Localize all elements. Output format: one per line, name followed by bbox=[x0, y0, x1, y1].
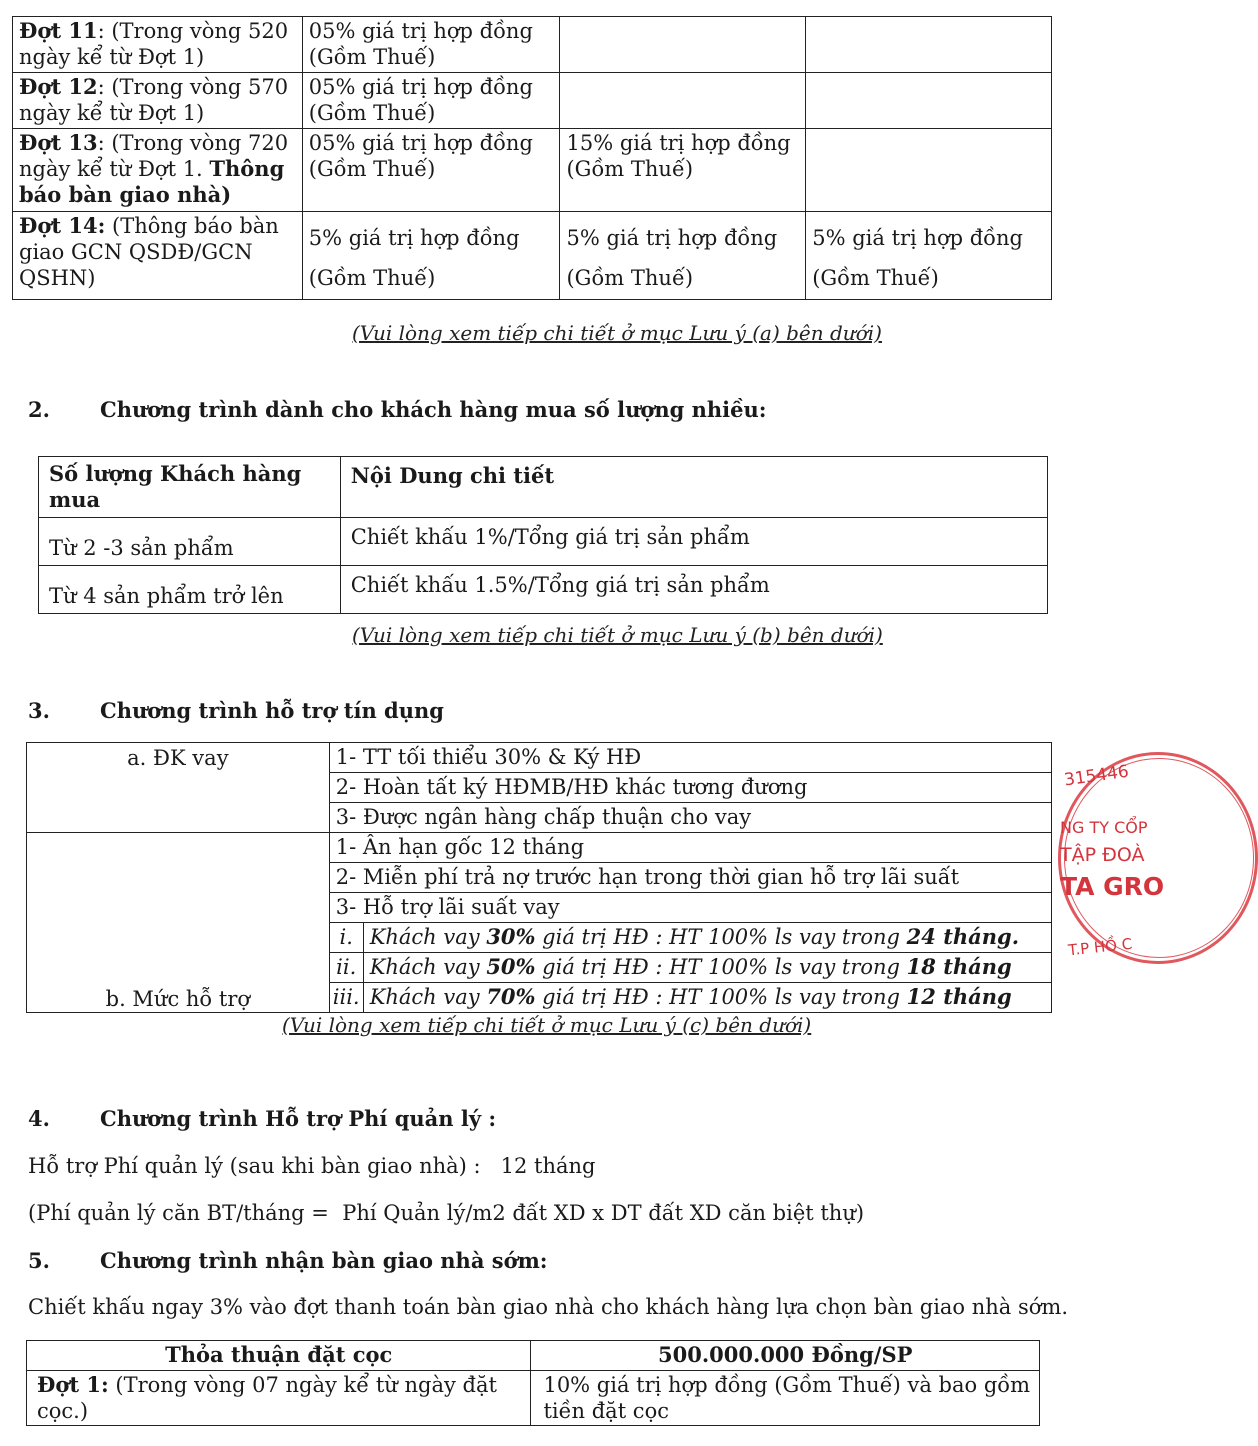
table-row bbox=[27, 1341, 1040, 1371]
col-header: Nội Dung chi tiết bbox=[340, 457, 1047, 518]
stamp-text: TẬP ĐOÀ bbox=[1060, 844, 1145, 866]
payment-schedule-table bbox=[12, 16, 1052, 300]
list-item: 1- Ân hạn gốc 12 tháng bbox=[329, 833, 1051, 863]
list-item: 3- Hỗ trợ lãi suất vay bbox=[329, 893, 1051, 923]
col-header: 500.000.000 Đồng/SP bbox=[531, 1341, 1040, 1371]
management-fee-line: Hỗ trợ Phí quản lý (sau khi bàn giao nhà) : 12 tháng bbox=[28, 1154, 596, 1178]
roman-index: iii. bbox=[329, 983, 363, 1013]
table-row bbox=[39, 566, 1048, 614]
list-item: 2- Miễn phí trả nợ trước hạn trong thời gian hỗ trợ lãi suất bbox=[329, 863, 1051, 893]
stamp-text: TA GRO bbox=[1060, 872, 1165, 901]
list-item: 1- TT tối thiểu 30% & Ký HĐ bbox=[329, 743, 1051, 773]
section-3-heading: 3. Chương trình hỗ trợ tín dụng bbox=[28, 698, 444, 723]
installment-label: Đợt 13: (Trong vòng 720 ngày kể từ Đợt 1. Thông báo bàn giao nhà) bbox=[13, 129, 303, 212]
list-item: 2- Hoàn tất ký HĐMB/HĐ khác tương đương bbox=[329, 773, 1051, 803]
installment-label: Đợt 12: (Trong vòng 570 ngày kể từ Đợt 1) bbox=[13, 73, 303, 129]
deposit-table bbox=[26, 1340, 1040, 1426]
installment-value: 5% giá trị hợp đồng (Gồm Thuế) bbox=[806, 212, 1052, 300]
installment-value: 05% giá trị hợp đồng (Gồm Thuế) bbox=[302, 129, 560, 212]
support-level-label: b. Mức hỗ trợ bbox=[27, 833, 330, 1013]
installment-label: Đợt 11: (Trong vòng 520 ngày kể từ Đợt 1) bbox=[13, 17, 303, 73]
installment-label: Đợt 1: (Trong vòng 07 ngày kể từ ngày đặt cọc.) bbox=[27, 1371, 531, 1426]
installment-value: 05% giá trị hợp đồng (Gồm Thuế) bbox=[302, 73, 560, 129]
company-stamp bbox=[1050, 752, 1165, 972]
credit-support-table bbox=[26, 742, 1052, 1013]
table-row bbox=[13, 129, 1052, 212]
table-row bbox=[27, 1371, 1040, 1426]
installment-value: 5% giá trị hợp đồng (Gồm Thuế) bbox=[302, 212, 560, 300]
installment-value: 15% giá trị hợp đồng (Gồm Thuế) bbox=[560, 129, 806, 212]
installment-value: 10% giá trị hợp đồng (Gồm Thuế) và bao gồm tiền đặt cọc bbox=[531, 1371, 1040, 1426]
col-header: Thỏa thuận đặt cọc bbox=[27, 1341, 531, 1371]
qty-cell: Từ 2 -3 sản phẩm bbox=[39, 518, 341, 566]
sub-item: Khách vay 70% giá trị HĐ : HT 100% ls vay trong 12 tháng bbox=[363, 983, 1051, 1013]
sub-item: Khách vay 50% giá trị HĐ : HT 100% ls vay trong 18 tháng bbox=[363, 953, 1051, 983]
table-row bbox=[27, 833, 1052, 863]
section-2-heading: 2. Chương trình dành cho khách hàng mua số lượng nhiều: bbox=[28, 397, 767, 422]
roman-index: ii. bbox=[329, 953, 363, 983]
early-handover-line: Chiết khấu ngay 3% vào đợt thanh toán bàn giao nhà cho khách hàng lựa chọn bàn giao nhà sớm. bbox=[28, 1295, 1069, 1319]
table-row bbox=[39, 518, 1048, 566]
qty-cell: Từ 4 sản phẩm trở lên bbox=[39, 566, 341, 614]
bulk-purchase-table bbox=[38, 456, 1048, 614]
management-fee-formula: (Phí quản lý căn BT/tháng = Phí Quản lý/m2 đất XD x DT đất XD căn biệt thự) bbox=[28, 1201, 865, 1225]
note-a: (Vui lòng xem tiếp chi tiết ở mục Lưu ý (a) bên dưới) bbox=[352, 321, 882, 345]
installment-label: Đợt 14: (Thông báo bàn giao GCN QSDĐ/GCN QSHN) bbox=[13, 212, 303, 300]
stamp-text: 315446 bbox=[1062, 761, 1130, 791]
note-c: (Vui lòng xem tiếp chi tiết ở mục Lưu ý (c) bên dưới) bbox=[282, 1013, 812, 1037]
detail-cell: Chiết khấu 1.5%/Tổng giá trị sản phẩm bbox=[340, 566, 1047, 614]
list-item: 3- Được ngân hàng chấp thuận cho vay bbox=[329, 803, 1051, 833]
installment-value: 05% giá trị hợp đồng (Gồm Thuế) bbox=[302, 17, 560, 73]
table-row bbox=[13, 17, 1052, 73]
detail-cell: Chiết khấu 1%/Tổng giá trị sản phẩm bbox=[340, 518, 1047, 566]
table-row bbox=[27, 743, 1052, 773]
table-row bbox=[13, 212, 1052, 300]
col-header: Số lượng Khách hàng mua bbox=[39, 457, 341, 518]
sub-item: Khách vay 30% giá trị HĐ : HT 100% ls vay trong 24 tháng. bbox=[363, 923, 1051, 953]
section-5-heading: 5. Chương trình nhận bàn giao nhà sớm: bbox=[28, 1248, 548, 1273]
stamp-text: T.P HỒ C bbox=[1067, 934, 1134, 960]
table-row bbox=[39, 457, 1048, 518]
note-b: (Vui lòng xem tiếp chi tiết ở mục Lưu ý (b) bên dưới) bbox=[352, 623, 883, 647]
roman-index: i. bbox=[329, 923, 363, 953]
loan-condition-label: a. ĐK vay bbox=[27, 743, 330, 833]
table-row bbox=[13, 73, 1052, 129]
section-4-heading: 4. Chương trình Hỗ trợ Phí quản lý : bbox=[28, 1106, 497, 1131]
installment-value: 5% giá trị hợp đồng (Gồm Thuế) bbox=[560, 212, 806, 300]
stamp-text: NG TY CỔP bbox=[1060, 818, 1148, 837]
